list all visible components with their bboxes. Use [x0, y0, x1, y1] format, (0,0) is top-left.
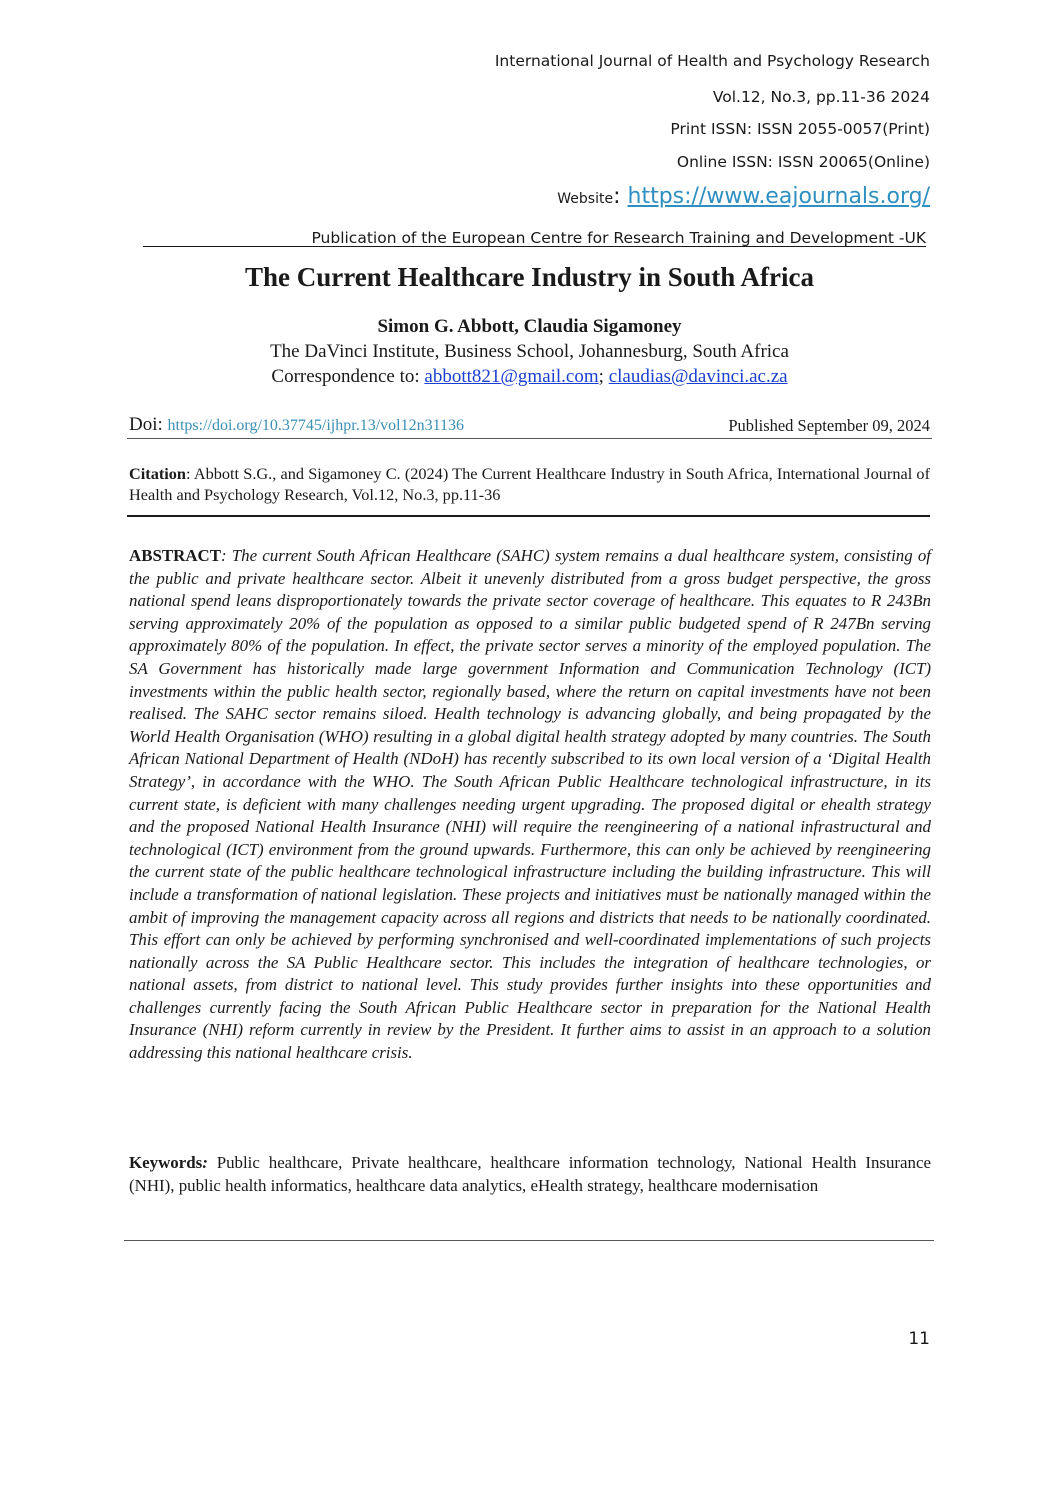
doi-line — [129, 414, 464, 436]
keywords-rule — [124, 1240, 934, 1241]
website-link[interactable]: https://www.eajournals.org/ — [627, 184, 930, 209]
correspondence-line — [0, 366, 1059, 388]
abstract-label: ABSTRACT — [129, 546, 221, 565]
journal-name: International Journal of Health and Psychology Research — [494, 52, 930, 70]
published-date: Published September 09, 2024 — [728, 416, 930, 435]
abstract-paragraph — [129, 545, 931, 1065]
print-issn: Print ISSN: ISSN 2055-0057(Print) — [670, 120, 930, 138]
correspondence-label: Correspondence to: — [271, 366, 425, 387]
citation-rule — [127, 515, 930, 517]
email-link-sigamoney[interactable]: claudias@davinci.ac.za — [608, 366, 788, 387]
website-label: Website — [557, 191, 614, 207]
article-authors: Simon G. Abbott, Claudia Sigamoney — [377, 316, 682, 337]
citation-label: Citation — [129, 464, 186, 483]
keywords-colon: : — [202, 1153, 208, 1172]
abstract-text: : The current South African Healthcare (SAHC) system remains a dual healthcare system, consisting of the public and private healthcare sector. Albeit it unevenly distributed from a gross budget perspective, the gross national spend leans disproportionately towards the private sector coverage of healthcare. This equates to R 243Bn serving approximately 20% of the population as opposed to a similar public budgeted spend of R 247Bn serving approximately 80% of the population. In effect, the private sector serves a minority of the employed population. The SA Government has historically made large government Information and Communication Technology (ICT) investments within the public health sector, regionally based, where the return on capital investments have not been realised. The SAHC sector remains siloed. Health technology is advancing globally, and being propagated by the World Health Organisation (WHO) resulting in a global digital health strategy adopted by many countries. The South African National Department of Health (NDoH) has recently subscribed to its own local version of a ‘Digital Health Strategy’, in accordance with the WHO. The South African Public Healthcare technological infrastructure, in its current state, is deficient with many challenges needing urgent upgrading. The proposed digital or ehealth strategy and the proposed National Health Insurance (NHI) will require the reengineering of a national infrastructural and technological (ICT) environment from the ground upwards. Furthermore, this can only be achieved by reengineering the current state of the public healthcare technological infrastructure including the building infrastructure. This will include a transformation of national legislation. These projects and initiatives must be nationally managed within the ambit of improving the management capacity across all regions and districts that needs to be nationally coordinated. This effort can only be achieved by performing synchronised and well-coordinated implementations of such projects nationally across the SA Public Healthcare sector. This includes the integration of healthcare technologies, or national assets, from district to national level. This study provides further insights into these opportunities and challenges currently facing the South African Public Healthcare sector in preparation for the National Health Insurance (NHI) reform currently in review by the President. It further aims to assist in an approach to a solution addressing this national healthcare crisis. — [129, 546, 931, 1063]
keywords-text: Public healthcare, Private healthcare, healthcare information technology, National Health Insurance (NHI), public health informatics, healthcare data analytics, eHealth strategy, healthcare modernisation — [129, 1153, 931, 1195]
doi-rule — [127, 438, 932, 439]
online-issn: Online ISSN: ISSN 20065(Online) — [676, 153, 930, 171]
volume-info: Vol.12, No.3, pp.11-36 2024 — [712, 88, 930, 106]
publisher-line: Publication of the European Centre for Research Training and Development -UK — [311, 229, 926, 247]
doi-link[interactable]: https://doi.org/10.37745/ijhpr.13/vol12n31136 — [167, 417, 464, 434]
citation-paragraph — [129, 463, 930, 505]
keywords-label: Keywords — [129, 1153, 203, 1172]
author-affiliation: The DaVinci Institute, Business School, Johannesburg, South Africa — [270, 341, 789, 362]
keywords-paragraph — [129, 1152, 931, 1197]
page-number: 11 — [908, 1329, 930, 1349]
citation-text: : Abbott S.G., and Sigamoney C. (2024) The Current Healthcare Industry in South Africa, International Journal of Health and Psychology Research, Vol.12, No.3, pp.11-36 — [129, 464, 930, 504]
email-link-abbott[interactable]: abbott821@gmail.com — [424, 366, 599, 387]
website-line: Website: https://www.eajournals.org/ — [557, 184, 930, 209]
doi-label: Doi: — [129, 414, 168, 435]
article-title: The Current Healthcare Industry in South Africa — [244, 262, 815, 292]
email-separator: ; — [598, 366, 609, 387]
